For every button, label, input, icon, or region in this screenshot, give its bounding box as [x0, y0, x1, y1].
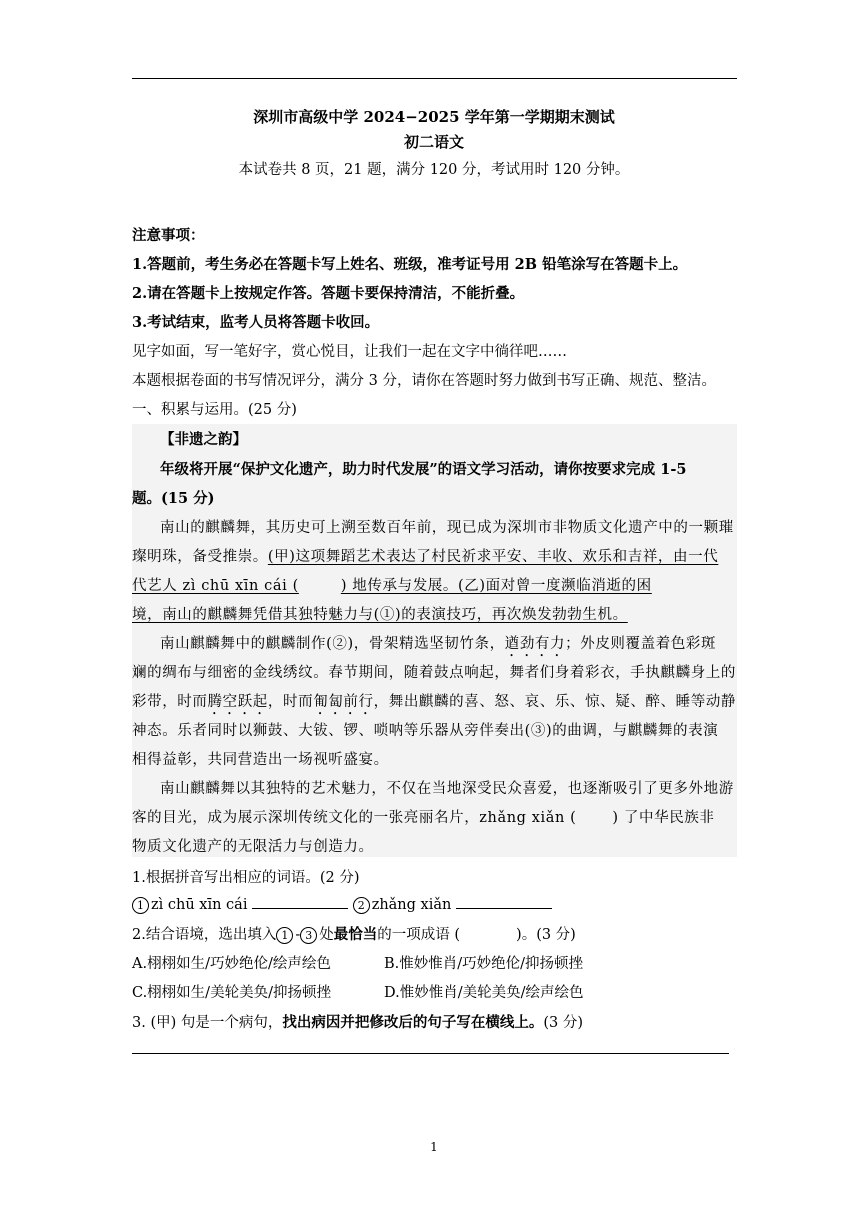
writing-note-1: 见字如面，写一笔好字，赏心悦目，让我们一起在文字中徜徉吧…… [132, 344, 567, 360]
passage-p1-line-1: 南山的麒麟舞，其历史可上溯至数百年前，现已成为深圳市非物质文化遗产中的一颗璀 [160, 520, 734, 536]
exam-title: 深圳市高级中学 2024−2025 学年第一学期期末测试 [253, 108, 615, 126]
sentence-yi: (乙)面对曾一度濒临消逝的困 [458, 578, 652, 594]
notice-item-1: 1.答题前，考生务必在答题卡写上姓名、班级，准考证号用 2B 铅笔涂写在答题卡上。 [132, 256, 688, 273]
passage-p3-line-2: 客的目光，成为展示深圳传统文化的一张亮丽名片，zhǎng xiǎn ( ) 了中华民族非 [132, 810, 715, 826]
task-line-1: 年级将开展“保护文化遗产，助力时代发展”的语文学习活动，请你按要求完成 1-5 [160, 461, 687, 478]
passage-p2-line-1: 南山麒麟舞中的麒麟制作(②)，骨架精选坚韧竹条，遒劲有力；外皮则覆盖着色彩斑 [160, 636, 717, 652]
option-b: B.惟妙惟肖/巧妙绝伦/抑扬顿挫 [384, 956, 584, 972]
question-2: 2.结合语境，选出填入 1 - 3 处最恰当的一项成语 ( )。(3 分) [132, 926, 576, 943]
sentence-jia: (甲)这项舞蹈艺术表达了村民祈求平安、丰收、欢乐和吉祥，由一代 [267, 549, 719, 565]
passage-p2-line-5: 相得益彰，共同营造出一场视听盛宴。 [132, 752, 389, 768]
exam-subject: 初二语文 [403, 133, 464, 151]
task-line-2: 题。(15 分) [132, 490, 215, 507]
notice-item-3: 3.考试结束，监考人员将答题卡收回。 [132, 314, 380, 331]
top-rule [132, 78, 737, 79]
answer-blank-1[interactable] [252, 894, 348, 909]
passage-p1-line-2: 璨明珠，备受推崇。(甲)这项舞蹈艺术表达了村民祈求平安、丰收、欢乐和吉祥，由一代 [132, 549, 719, 565]
passage-p3-line-3: 物质文化遗产的无限活力与创造力。 [132, 839, 374, 855]
writing-note-2: 本题根据卷面的书写情况评分，满分 3 分，请你在答题时努力做到书写正确、规范、整洁。 [132, 373, 716, 389]
option-a: A.栩栩如生/巧妙绝伦/绘声绘色 [132, 956, 331, 972]
passage-p1-line-3: 代艺人 zì chū xīn cái ( ) 地传承与发展。(乙)面对曾一度濒临消逝的困 [132, 578, 652, 594]
circle-number-2: 2 [353, 897, 370, 914]
exam-intro: 本试卷共 8 页，21 题，满分 120 分，考试用时 120 分钟。 [238, 162, 630, 178]
passage-p2-line-4: 神态。乐者同时以狮鼓、大钹、锣、唢呐等乐器从旁伴奏出(③)的曲调，与麒麟舞的表演 [132, 723, 719, 739]
notice-heading: 注意事项： [132, 227, 205, 244]
notice-item-2: 2.请在答题卡上按规定作答。答题卡要保持清洁，不能折叠。 [132, 285, 525, 302]
passage-p1-line-4: 境，南山的麒麟舞凭借其独特魅力与(①)的表演技巧，再次焕发勃勃生机。 [132, 607, 628, 623]
section-title: 一、积累与运用。(25 分) [132, 402, 297, 418]
question-1-blanks: 1 zì chū xīn cái 2 zhǎng xiǎn [132, 894, 552, 914]
passage-p3-line-1: 南山麒麟舞以其独特的艺术魅力，不仅在当地深受民众喜爱，也逐渐吸引了更多外地游 [160, 781, 734, 797]
question-1: 1.根据拼音写出相应的词语。(2 分) [132, 870, 360, 886]
page-number: 1 [430, 1140, 438, 1154]
option-c: C.栩栩如生/美轮美奂/抑扬顿挫 [132, 985, 331, 1001]
passage-p2-line-3: 彩带，时而腾空跃起，时而匍匐前行，舞出麒麟的喜、怒、哀、乐、惊、疑、醉、睡等动静 [132, 694, 737, 710]
passage-p2-line-2: 斓的绸布与细密的金线绣纹。春节期间，随着鼓点响起，舞者们身着彩衣，手执麒麟身上的 [132, 665, 736, 681]
answer-blank-2[interactable] [456, 894, 552, 909]
question-3: 3. (甲) 句是一个病句，找出病因并把修改后的句子写在横线上。(3 分) [132, 1014, 584, 1031]
option-d: D.惟妙惟肖/美轮美奂/绘声绘色 [384, 985, 584, 1001]
box-title: 【非遗之韵】 [160, 431, 247, 448]
circle-number-1: 1 [132, 897, 149, 914]
answer-line[interactable] [132, 1053, 729, 1054]
